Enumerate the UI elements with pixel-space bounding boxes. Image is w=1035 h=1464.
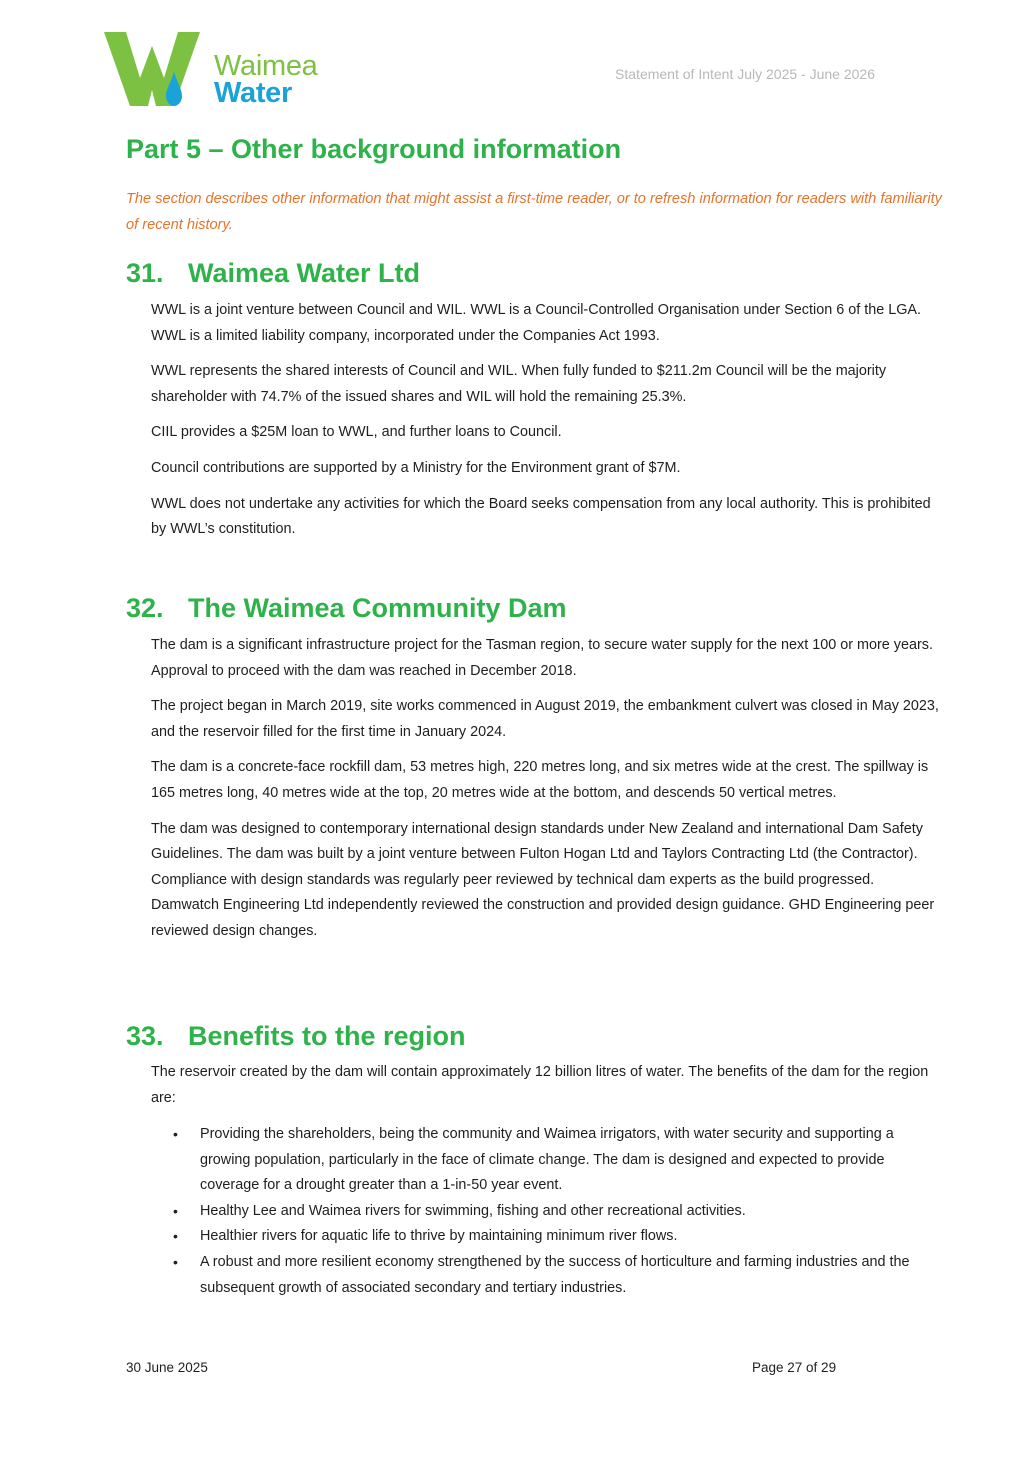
- bullet-icon: •: [173, 1253, 178, 1270]
- logo-text-waimea: Waimea: [214, 50, 318, 82]
- paragraph: WWL does not undertake any activities for which the Board seeks compensation from any local authority. This is prohibited by WWL’s constitution.: [151, 495, 931, 538]
- paragraph: The project began in March 2019, site works commenced in August 2019, the embankment culvert was closed in May 2023, and the reservoir filled for the first time in January 2024.: [151, 698, 939, 740]
- logo-wordmark: [214, 52, 317, 108]
- section-number: 32.: [126, 593, 164, 623]
- footer-page-number: Page 27 of 29: [752, 1360, 837, 1375]
- waimea-water-w-logo-icon: [100, 28, 210, 110]
- section-33-heading: [126, 1021, 466, 1052]
- bullet-icon: •: [173, 1202, 178, 1219]
- section-number: 33.: [126, 1021, 164, 1051]
- list-item-text: Providing the shareholders, being the community and Waimea irrigators, with water security and supporting a growing population, particularly in the face of climate change. The dam is designed and expected to provide coverage for a drought greater than a 1-in-50 year event.: [200, 1126, 894, 1194]
- section-title: The Waimea Community Dam: [188, 593, 567, 623]
- section-31-body: [151, 298, 941, 553]
- benefits-list: [151, 1122, 941, 1301]
- section-title: Benefits to the region: [188, 1021, 466, 1051]
- list-item: [151, 1250, 941, 1301]
- paragraph: The dam is a concrete-face rockfill dam, 53 metres high, 220 metres long, and six metres wide at the crest. The spillway is 165 metres long, 40 metres wide at the top, 20 metres wide at the bottom, and descends 50 vertical metres.: [151, 759, 929, 801]
- paragraph: WWL is a joint venture between Council and WIL. WWL is a Council-Controlled Organisation under Section 6 of the LGA. WWL is a limited liability company, incorporated under the Companies Act 1993.: [151, 302, 921, 344]
- section-31-heading: [126, 258, 420, 289]
- paragraph: The dam was designed to contemporary international design standards under New Zealand and international Dam Safety Guidelines. The dam was built by a joint venture between Fulton Hogan Ltd and Taylors Contracting Ltd (the Contractor). Compliance with design standards was regularly peer reviewed by technical dam experts as the build progressed. Damwatch Engineering Ltd independently reviewed the construction and provided design guidance. GHD Engineering peer reviewed design changes.: [151, 820, 935, 939]
- part-title: Part 5 – Other background information: [126, 134, 622, 164]
- footer-date: 30 June 2025: [126, 1360, 208, 1375]
- bullet-icon: •: [173, 1126, 178, 1142]
- paragraph: The reservoir created by the dam will contain approximately 12 billion litres of water. The benefits of the dam for the region are:: [151, 1064, 929, 1106]
- list-item-text: Healthier rivers for aquatic life to thrive by maintaining minimum river flows.: [200, 1228, 678, 1245]
- list-item: [151, 1122, 941, 1199]
- section-33-body: [151, 1060, 941, 1121]
- paragraph: WWL represents the shared interests of Council and WIL. When fully funded to $211.2m Council will be the majority shareholder with 74.7% of the issued shares and WIL will hold the remaining 25.3%.: [151, 363, 887, 405]
- document-header-title: Statement of Intent July 2025 - June 2026: [615, 66, 875, 82]
- part-intro: The section describes other information that might assist a first-time reader, or to refresh information for readers with familiarity of recent history.: [126, 191, 942, 233]
- list-item: [151, 1224, 941, 1250]
- logo-text-water: Water: [214, 77, 292, 109]
- paragraph: Council contributions are supported by a Ministry for the Environment grant of $7M.: [151, 459, 681, 476]
- paragraph: The dam is a significant infrastructure project for the Tasman region, to secure water supply for the next 100 or more years. Approval to proceed with the dam was reached in December 2018.: [151, 637, 933, 679]
- section-32-body: [151, 633, 941, 955]
- list-item-text: Healthy Lee and Waimea rivers for swimming, fishing and other recreational activities.: [200, 1202, 746, 1219]
- waimea-water-logo: [100, 28, 340, 112]
- paragraph: CIIL provides a $25M loan to WWL, and further loans to Council.: [151, 424, 562, 441]
- section-32-heading: [126, 593, 567, 624]
- list-item-text: A robust and more resilient economy strengthened by the success of horticulture and farming industries and the subsequent growth of associated secondary and tertiary industries.: [200, 1253, 910, 1296]
- list-item: [151, 1199, 941, 1225]
- bullet-icon: •: [173, 1228, 178, 1245]
- section-number: 31.: [126, 258, 164, 288]
- section-title: Waimea Water Ltd: [188, 258, 421, 288]
